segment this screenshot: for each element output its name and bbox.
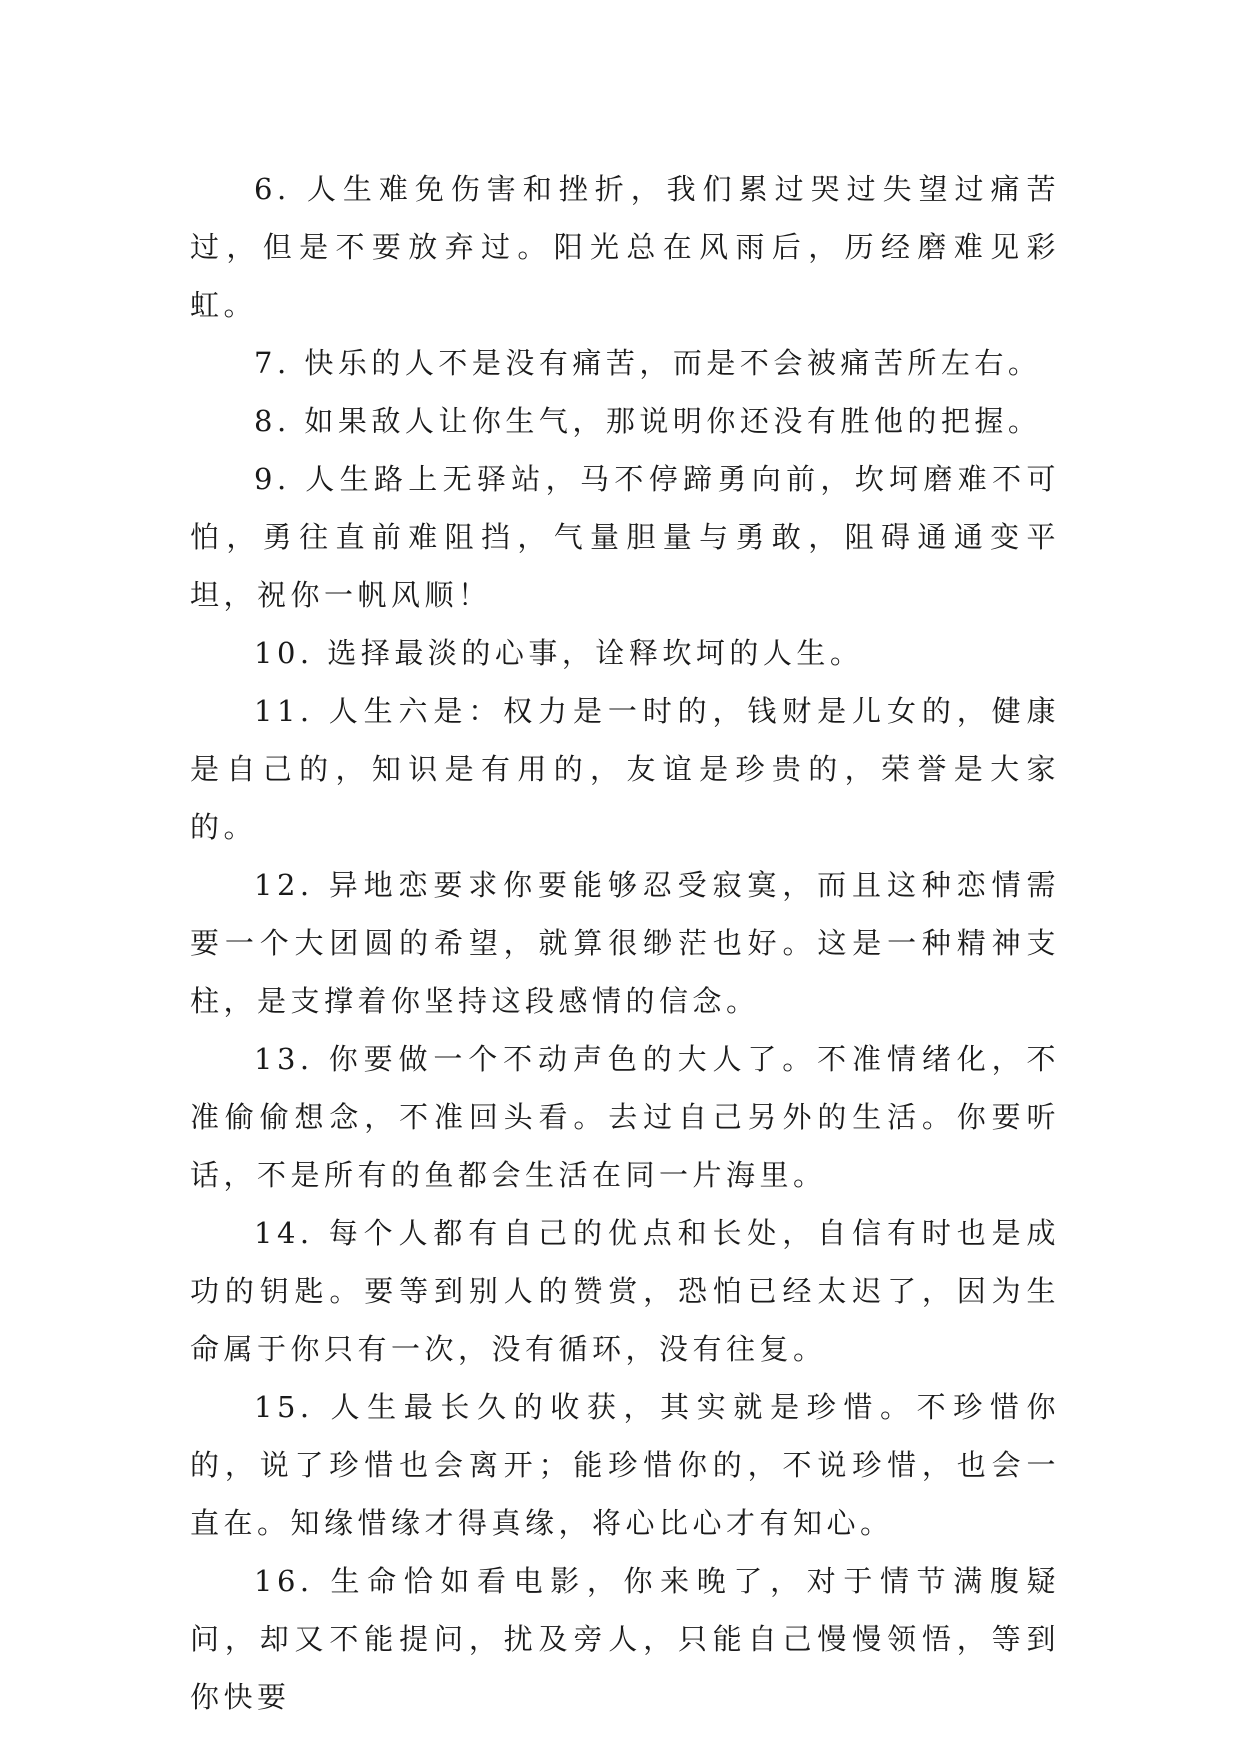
paragraph-10: 10. 选择最淡的心事，诠释坎坷的人生。 [254,636,864,670]
paragraph-6: 6. 人生难免伤害和挫折，我们累过哭过失望过痛苦过，但是不要放弃过。阳光总在风雨后，历经磨难见彩虹。 [190,172,1060,322]
paragraph-7: 7. 快乐的人不是没有痛苦，而是不会被痛苦所左右。 [254,346,1042,380]
paragraph-12: 12. 异地恋要求你要能够忍受寂寞，而且这种恋情需要一个大团圆的希望，就算很缈茫也好。这是一种精神支柱，是支撑着你坚持这段感情的信念。 [190,868,1060,1018]
paragraph-14: 14. 每个人都有自己的优点和长处，自信有时也是成功的钥匙。要等到别人的赞赏，恐怕已经太迟了，因为生命属于你只有一次，没有循环，没有往复。 [190,1216,1060,1366]
document-body [190,160,1060,1726]
paragraph-16: 16. 生命恰如看电影，你来晚了，对于情节满腹疑问，却又不能提问，扰及旁人，只能自己慢慢领悟，等到你快要 [190,1564,1060,1714]
paragraph-8: 8. 如果敌人让你生气，那说明你还没有胜他的把握。 [254,404,1042,438]
paragraph-9: 9. 人生路上无驿站，马不停蹄勇向前，坎坷磨难不可怕，勇往直前难阻挡，气量胆量与勇敢，阻碍通通变平坦，祝你一帆风顺！ [190,462,1060,612]
paragraph-13: 13. 你要做一个不动声色的大人了。不准情绪化，不准偷偷想念，不准回头看。去过自己另外的生活。你要听话，不是所有的鱼都会生活在同一片海里。 [190,1042,1060,1192]
paragraph-15: 15. 人生最长久的收获，其实就是珍惜。不珍惜你的，说了珍惜也会离开；能珍惜你的，不说珍惜，也会一直在。知缘惜缘才得真缘，将心比心才有知心。 [190,1390,1060,1540]
paragraph-11: 11. 人生六是：权力是一时的，钱财是儿女的，健康是自己的，知识是有用的，友谊是珍贵的，荣誉是大家的。 [190,694,1060,844]
